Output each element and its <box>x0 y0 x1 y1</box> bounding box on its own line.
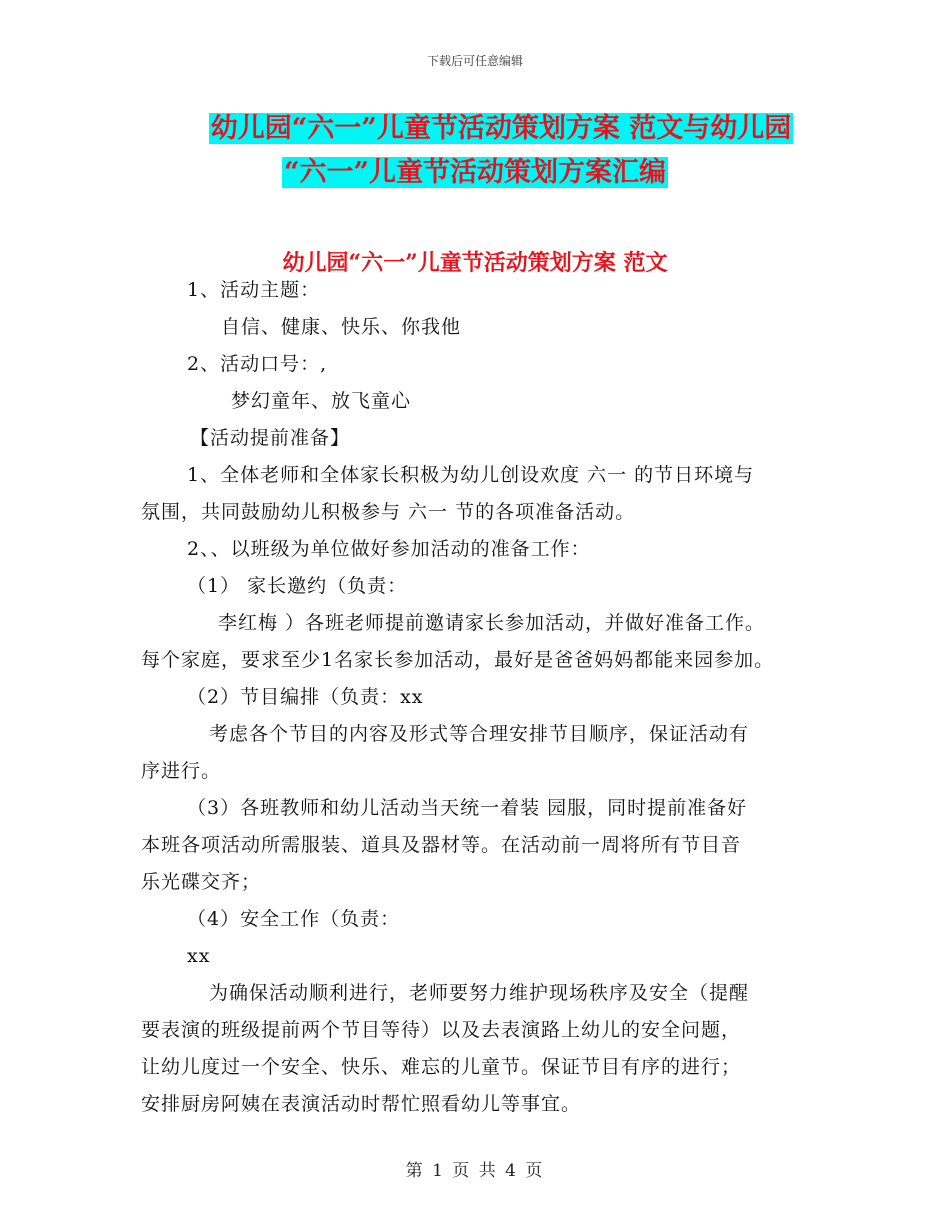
body-line: 要表演的班级提前两个节目等待）以及去表演路上幼儿的安全问题， <box>141 1019 742 1041</box>
body-line: 考虑各个节目的内容及形式等合理安排节目顺序，保证活动有 <box>209 723 750 745</box>
body-line: 2、活动口号：, <box>187 353 328 375</box>
body-line: 本班各项活动所需服装、道具及器材等。在活动前一周将所有节目音 <box>141 834 742 856</box>
title-highlight-2: “六一”儿童节活动策划方案汇编 <box>283 157 667 188</box>
body-line: 【活动提前准备】 <box>190 427 351 449</box>
body-line: 梦幻童年、放飞童心 <box>231 390 412 412</box>
body-line: 自信、健康、快乐、你我他 <box>221 316 462 338</box>
body-line: 氛围，共同鼓励幼儿积极参与 六一 节的各项准备活动。 <box>141 501 636 523</box>
body-line: （3）各班教师和幼儿活动当天统一着装 园服，同时提前准备好 <box>187 797 748 819</box>
body-line: 1、活动主题： <box>187 279 321 301</box>
body-line: （2）节目编排（负责：xx <box>187 686 424 708</box>
body-line: （4）安全工作（负责： <box>187 908 401 930</box>
body-line: 乐光碟交齐； <box>141 871 262 893</box>
body-line: 每个家庭，要求至少1名家长参加活动，最好是爸爸妈妈都能来园参加。 <box>141 649 775 671</box>
header-note: 下载后可任意编辑 <box>426 54 523 68</box>
body-line: 让幼儿度过一个安全、快乐、难忘的儿童节。保证节目有序的进行； <box>141 1056 742 1078</box>
document-title-line-2 <box>0 156 950 190</box>
body-line: 安排厨房阿姨在表演活动时帮忙照看幼儿等事宜。 <box>141 1093 582 1115</box>
body-line: 1、全体老师和全体家长积极为幼儿创设欢度 六一 的节日环境与 <box>187 464 755 486</box>
body-line: 为确保活动顺利进行，老师要努力维护现场秩序及安全（提醒 <box>209 982 750 1004</box>
body-line: （1） 家长邀约（负责： <box>187 575 408 597</box>
body-line: 序进行。 <box>141 760 222 782</box>
body-line: xx <box>187 945 211 967</box>
body-line: 2、、以班级为单位做好参加活动的准备工作： <box>187 538 591 560</box>
section-title: 幼儿园“六一”儿童节活动策划方案 范文 <box>282 250 668 276</box>
body-line: 李红梅 ）各班老师提前邀请家长参加活动，并做好准备工作。 <box>218 612 766 634</box>
title-highlight-1: 幼儿园“六一”儿童节活动策划方案 范文与幼儿园 <box>210 113 792 144</box>
document-title-line-1 <box>0 112 950 146</box>
page-footer: 第 1 页 共 4 页 <box>405 1161 545 1181</box>
